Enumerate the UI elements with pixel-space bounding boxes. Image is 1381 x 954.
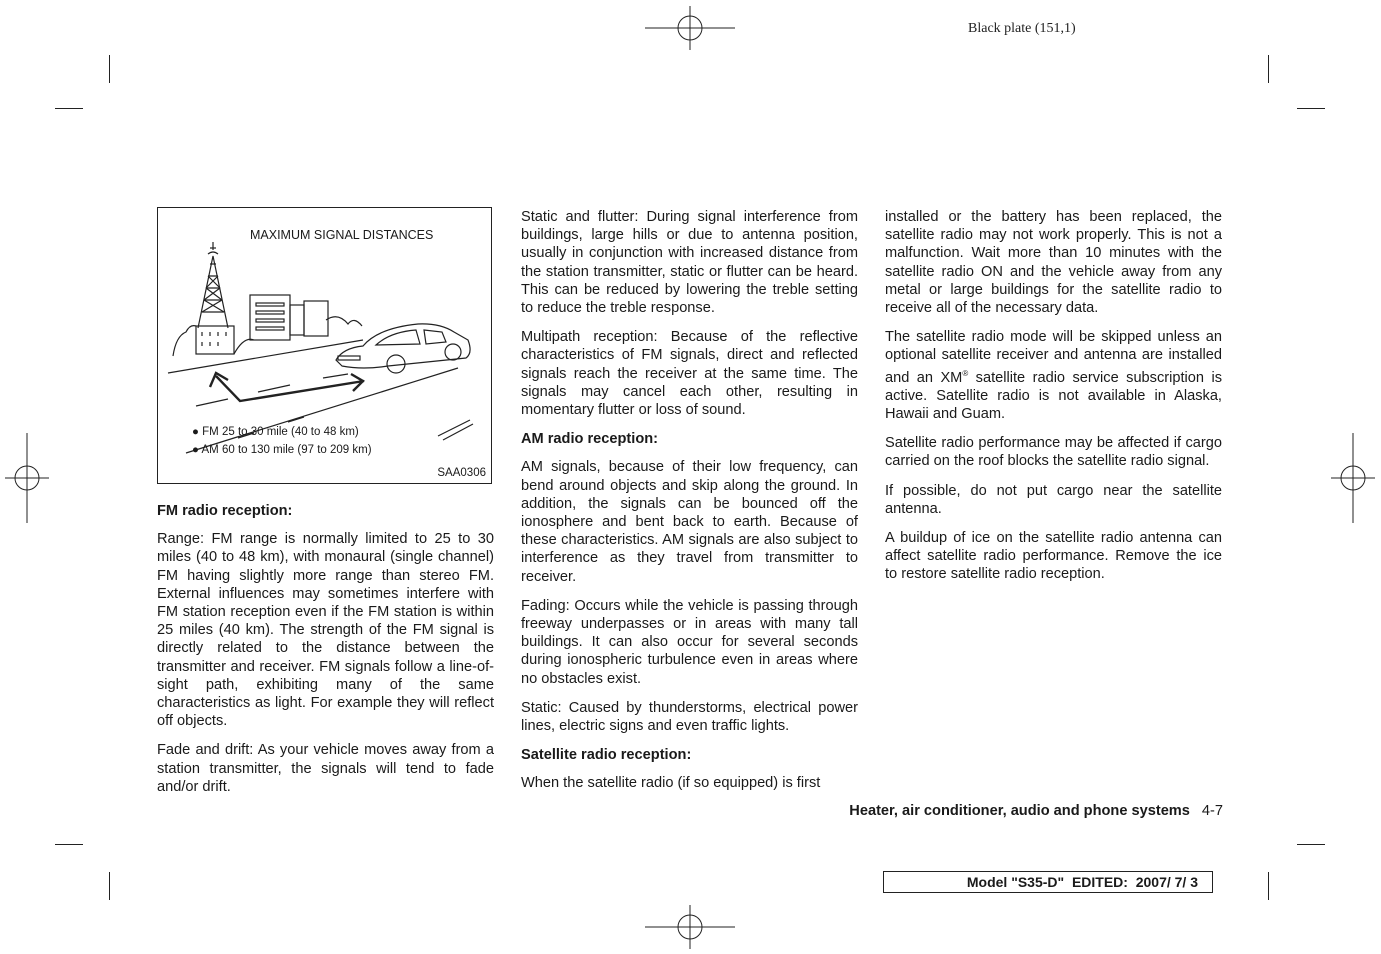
column-2 (521, 208, 858, 804)
paragraph-fm-range: Range: FM range is normally limited to 25 to 30 miles (40 to 48 km), with monaural (single channel) FM having slightly more range than stereo FM. External influences may sometimes interfere with FM station reception even if the FM station is within 25 miles (40 km). The strength of the FM signal is directly related to the distance between the transmitter and receiver. FM signals follow a line-of-sight path, exhibiting many of the same characteristics as light. For example they will reflect off objects. (157, 531, 494, 730)
radio-tower-illustration (158, 208, 491, 483)
crop-mark-bl-v (109, 872, 110, 900)
registration-mark-bottom (645, 905, 735, 949)
registration-mark-left (5, 433, 49, 523)
figure-bullet-fm: ● FM 25 to 30 mile (40 to 48 km) (192, 426, 359, 438)
paragraph-fading: Fading: Occurs while the vehicle is passing through freeway underpasses or in areas with many tall buildings. It can also occur for several seconds during ionospheric turbulence even in areas where no obstacles exist. (521, 597, 858, 687)
registration-mark-top (645, 6, 735, 50)
paragraph-fade-drift: Fade and drift: As your vehicle moves away from a station transmitter, the signals will tend to fade and/or drift. (157, 742, 494, 795)
model-edit-box: Model "S35-D" EDITED: 2007/ 7/ 3 (883, 871, 1213, 893)
paragraph-satellite-mode: The satellite radio mode will be skipped unless an optional satellite receiver and antenna are installed and an XM® satellite radio service subscription is active. Satellite radio is not available in Alaska, Hawaii and Guam. (885, 329, 1222, 422)
figure-title: MAXIMUM SIGNAL DISTANCES (250, 228, 434, 242)
heading-am-reception: AM radio reception: (521, 431, 659, 448)
figure-bullet-am: ● AM 60 to 130 mile (97 to 209 km) (192, 444, 372, 456)
signal-distance-figure (157, 207, 492, 484)
paragraph-satellite-ice: A buildup of ice on the satellite radio antenna can affect satellite radio performance. Remove the ice to restore satellite radio reception. (885, 529, 1222, 583)
heading-satellite-reception: Satellite radio reception: (521, 747, 692, 764)
crop-mark-bl-h (55, 844, 83, 845)
page-number: 4-7 (1201, 803, 1223, 819)
heading-fm-reception: FM radio reception: (157, 503, 293, 519)
crop-mark-tr-h (1297, 108, 1325, 109)
footer-section-title: Heater, air conditioner, audio and phone systems 4-7 (849, 803, 1223, 819)
paragraph-satellite-install: installed or the battery has been replaced, the satellite radio may not work properly. This is not a malfunction. Wait more than 10 minutes with the satellite radio ON and the vehicle away from any metal or large buildings for the satellite radio to receive all of the necessary data. (885, 209, 1222, 317)
plate-label: Black plate (151,1) (968, 21, 1076, 36)
paragraph-static: Static: Caused by thunderstorms, electrical power lines, electric signs and even traffic lights. (521, 699, 858, 735)
figure-code: SAA0306 (437, 467, 486, 479)
registration-mark-right (1331, 433, 1375, 523)
crop-mark-br-h (1297, 844, 1325, 845)
paragraph-multipath: Multipath reception: Because of the reflective characteristics of FM signals, direct and reflected signals reach the receiver at the same time. The signals may cancel each other, resulting in momentary flutter or loss of sound. (521, 329, 858, 419)
column-1 (157, 502, 494, 807)
column-3 (885, 208, 1222, 595)
paragraph-satellite-cargo: If possible, do not put cargo near the satellite antenna. (885, 482, 1222, 517)
crop-mark-tl-v (109, 55, 110, 83)
crop-mark-tr-v (1268, 55, 1269, 83)
paragraph-am-signals: AM signals, because of their low frequency, can bend around objects and skip along the ground. In addition, the signals can be bounced off the ionosphere and bent back to earth. Because of these characteristics. AM signals are also subject to interference as they travel from transmitter to receiver. (521, 459, 858, 585)
paragraph-satellite-performance: Satellite radio performance may be affected if cargo carried on the roof blocks the satellite radio signal. (885, 435, 1222, 470)
paragraph-static-flutter: Static and flutter: During signal interference from buildings, large hills or due to antenna position, usually in conjunction with increased distance from the station transmitter, static or flutter can be heard. This can be reduced by lowering the treble setting to reduce the treble response. (521, 209, 858, 317)
crop-mark-br-v (1268, 872, 1269, 900)
crop-mark-tl-h (55, 108, 83, 109)
paragraph-satellite-first: When the satellite radio (if so equipped) is first (521, 775, 821, 792)
